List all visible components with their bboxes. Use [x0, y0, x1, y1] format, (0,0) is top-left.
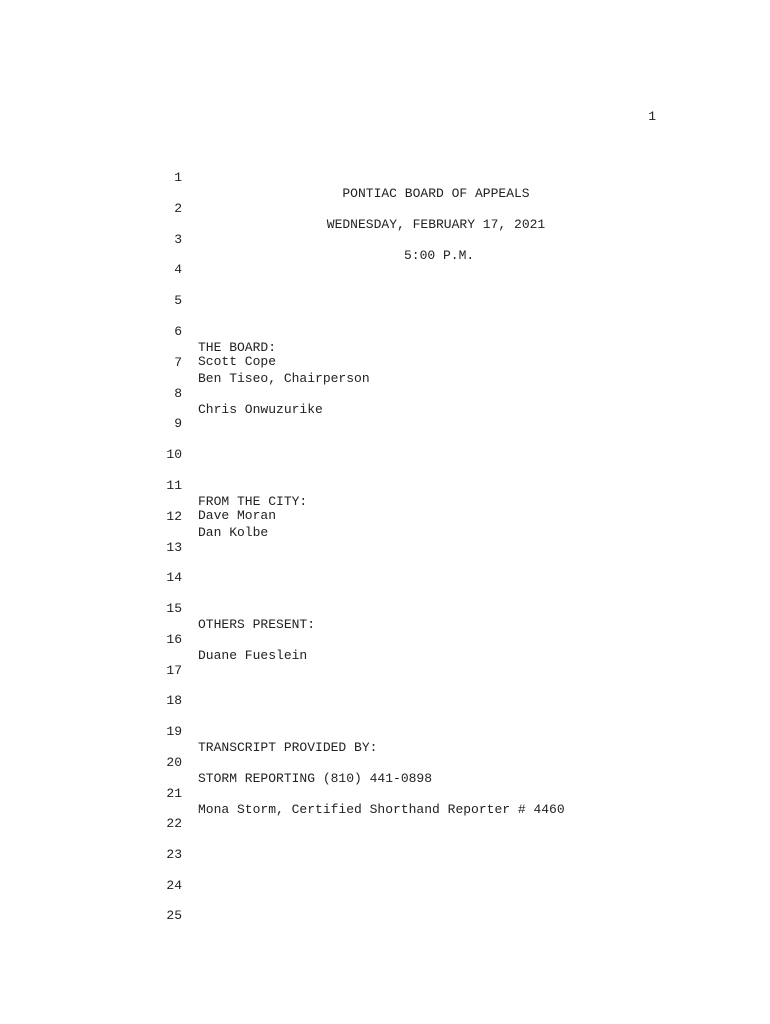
line-text: PONTIAC BOARD OF APPEALS	[342, 186, 530, 201]
line-number: 13	[166, 540, 182, 555]
line-text: 5:00 P.M.	[404, 248, 475, 263]
line-number: 4	[174, 262, 182, 277]
line-text: STORM REPORTING (810) 441-0898	[198, 771, 433, 786]
line-number: 1	[174, 170, 182, 185]
continuation-text: Scott Cope	[198, 354, 277, 369]
line-text: TRANSCRIPT PROVIDED BY:	[198, 740, 378, 755]
line-number: 17	[166, 663, 182, 678]
line-number: 18	[166, 693, 182, 708]
line-text: Ben Tiseo, Chairperson	[198, 371, 370, 386]
line-text: WEDNESDAY, FEBRUARY 17, 2021	[326, 217, 546, 232]
line-number: 5	[174, 293, 182, 308]
line-number: 15	[166, 601, 182, 616]
line-number: 25	[166, 908, 182, 923]
line-number: 6	[174, 324, 182, 339]
line-number: 23	[166, 847, 182, 862]
transcript-line	[0, 892, 770, 956]
line-text: Dan Kolbe	[198, 525, 269, 540]
line-number: 9	[174, 416, 182, 431]
line-text: Mona Storm, Certified Shorthand Reporter # 4460	[198, 802, 565, 817]
line-number: 7	[174, 355, 182, 370]
line-number: 12	[166, 509, 182, 524]
line-number: 20	[166, 755, 182, 770]
line-text: Chris Onwuzurike	[198, 402, 323, 417]
line-number: 22	[166, 816, 182, 831]
line-number: 16	[166, 632, 182, 647]
line-number: 21	[166, 786, 182, 801]
line-number: 8	[174, 386, 182, 401]
line-number: 11	[166, 478, 182, 493]
line-number: 3	[174, 232, 182, 247]
line-text: OTHERS PRESENT:	[198, 617, 316, 632]
line-text: FROM THE CITY:	[198, 494, 308, 509]
line-text: THE BOARD:	[198, 340, 277, 355]
line-number: 19	[166, 724, 182, 739]
line-number: 2	[174, 201, 182, 216]
line-number: 14	[166, 570, 182, 585]
line-text: Duane Fueslein	[198, 648, 308, 663]
continuation-text: Dave Moran	[198, 508, 277, 523]
line-number: 10	[166, 447, 182, 462]
line-number: 24	[166, 878, 182, 893]
page-number: 1	[648, 109, 656, 124]
